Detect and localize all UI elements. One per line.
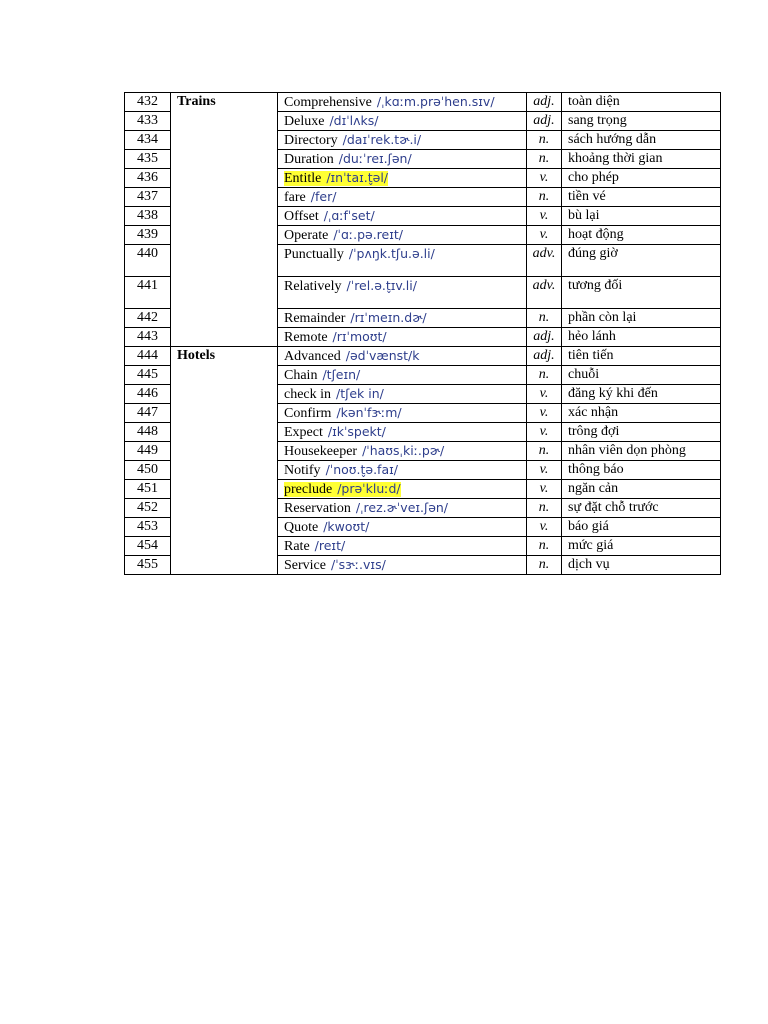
part-of-speech: v. xyxy=(527,480,562,499)
word: check in xyxy=(284,387,332,402)
meaning: phần còn lại xyxy=(562,309,721,328)
entry-number: 442 xyxy=(125,309,171,328)
part-of-speech: n. xyxy=(527,188,562,207)
word-cell xyxy=(278,537,527,556)
entry xyxy=(284,311,427,326)
entry xyxy=(284,558,386,573)
highlighted-entry xyxy=(284,482,401,497)
pronunciation: /prəˈkluːd/ xyxy=(337,481,401,496)
word: Entitle xyxy=(284,171,322,186)
word: Directory xyxy=(284,133,338,148)
topic-label: Hotels xyxy=(171,347,278,575)
word: Operate xyxy=(284,228,329,243)
word-cell xyxy=(278,131,527,150)
pronunciation: /tʃek in/ xyxy=(336,386,384,401)
meaning: tiên tiến xyxy=(562,347,721,366)
word-cell xyxy=(278,366,527,385)
meaning: thông báo xyxy=(562,461,721,480)
meaning: nhân viên dọn phòng xyxy=(562,442,721,461)
word: Notify xyxy=(284,463,321,478)
part-of-speech: n. xyxy=(527,537,562,556)
part-of-speech: adj. xyxy=(527,328,562,347)
part-of-speech: adj. xyxy=(527,347,562,366)
part-of-speech: n. xyxy=(527,131,562,150)
word: Housekeeper xyxy=(284,444,358,459)
part-of-speech: v. xyxy=(527,226,562,245)
meaning: bù lại xyxy=(562,207,721,226)
word: Punctually xyxy=(284,247,344,262)
entry xyxy=(284,520,369,535)
part-of-speech: v. xyxy=(527,404,562,423)
part-of-speech: n. xyxy=(527,556,562,575)
word: Relatively xyxy=(284,279,342,294)
entry-number: 453 xyxy=(125,518,171,537)
meaning: sự đặt chỗ trước xyxy=(562,499,721,518)
pronunciation: /ˌkɑːm.prəˈhen.sɪv/ xyxy=(376,94,495,109)
meaning: xác nhận xyxy=(562,404,721,423)
meaning: hoạt động xyxy=(562,226,721,245)
word-cell xyxy=(278,404,527,423)
entry xyxy=(284,247,435,262)
word-cell xyxy=(278,207,527,226)
meaning: đúng giờ xyxy=(562,245,721,277)
entry xyxy=(284,190,336,205)
entry xyxy=(284,463,398,478)
entry xyxy=(284,368,360,383)
meaning: tương đối xyxy=(562,277,721,309)
entry xyxy=(284,539,345,554)
entry-number: 445 xyxy=(125,366,171,385)
topic-label: Trains xyxy=(171,93,278,347)
word: Chain xyxy=(284,368,318,383)
pronunciation: /ˈɑː.pə.reɪt/ xyxy=(333,227,403,242)
word: Remote xyxy=(284,330,328,345)
table-row xyxy=(125,93,721,112)
entry xyxy=(284,228,403,243)
vocabulary-table xyxy=(124,92,721,575)
word: Offset xyxy=(284,209,319,224)
word: Deluxe xyxy=(284,114,325,129)
word-cell xyxy=(278,112,527,131)
entry-number: 432 xyxy=(125,93,171,112)
entry-number: 455 xyxy=(125,556,171,575)
meaning: hẻo lánh xyxy=(562,328,721,347)
word: Confirm xyxy=(284,406,332,421)
part-of-speech: v. xyxy=(527,385,562,404)
entry-number: 450 xyxy=(125,461,171,480)
word: Duration xyxy=(284,152,334,167)
word-cell xyxy=(278,93,527,112)
word: preclude xyxy=(284,482,333,497)
word-cell xyxy=(278,328,527,347)
pronunciation: /ədˈvænst/k xyxy=(345,348,420,363)
entry-number: 454 xyxy=(125,537,171,556)
entry xyxy=(284,279,417,294)
meaning: cho phép xyxy=(562,169,721,188)
part-of-speech: n. xyxy=(527,499,562,518)
meaning: trông đợi xyxy=(562,423,721,442)
entry-number: 446 xyxy=(125,385,171,404)
entry xyxy=(284,349,420,364)
entry-number: 439 xyxy=(125,226,171,245)
pronunciation: /daɪˈrek.tɚ.i/ xyxy=(342,132,422,147)
pronunciation: /ˈnoʊ.t̬ə.faɪ/ xyxy=(325,462,398,477)
entry xyxy=(284,95,495,110)
entry-number: 441 xyxy=(125,277,171,309)
meaning: sang trọng xyxy=(562,112,721,131)
pronunciation: /ˌrez.ɚˈveɪ.ʃən/ xyxy=(355,500,449,515)
entry xyxy=(284,209,375,224)
meaning: sách hướng dẫn xyxy=(562,131,721,150)
part-of-speech: v. xyxy=(527,461,562,480)
word-cell xyxy=(278,169,527,188)
word: Expect xyxy=(284,425,323,440)
entry xyxy=(284,387,384,402)
word-cell xyxy=(278,226,527,245)
part-of-speech: v. xyxy=(527,169,562,188)
meaning: mức giá xyxy=(562,537,721,556)
entry-number: 447 xyxy=(125,404,171,423)
word-cell xyxy=(278,188,527,207)
word: Advanced xyxy=(284,349,341,364)
highlighted-entry xyxy=(284,171,388,186)
vocabulary-table-body xyxy=(125,93,721,575)
entry xyxy=(284,406,402,421)
meaning: đăng ký khi đến xyxy=(562,385,721,404)
part-of-speech: n. xyxy=(527,442,562,461)
part-of-speech: v. xyxy=(527,207,562,226)
part-of-speech: adj. xyxy=(527,93,562,112)
entry xyxy=(284,152,412,167)
part-of-speech: n. xyxy=(527,309,562,328)
part-of-speech: adv. xyxy=(527,277,562,309)
entry-number: 448 xyxy=(125,423,171,442)
word-cell xyxy=(278,385,527,404)
word-cell xyxy=(278,480,527,499)
word-cell xyxy=(278,150,527,169)
entry-number: 433 xyxy=(125,112,171,131)
entry xyxy=(284,114,379,129)
meaning: chuỗi xyxy=(562,366,721,385)
entry-number: 440 xyxy=(125,245,171,277)
part-of-speech: n. xyxy=(527,150,562,169)
table-row xyxy=(125,347,721,366)
pronunciation: /rɪˈmeɪn.dɚ/ xyxy=(350,310,427,325)
word-cell xyxy=(278,461,527,480)
entry-number: 449 xyxy=(125,442,171,461)
part-of-speech: n. xyxy=(527,366,562,385)
word-cell xyxy=(278,245,527,277)
entry xyxy=(284,425,386,440)
word-cell xyxy=(278,277,527,309)
part-of-speech: adj. xyxy=(527,112,562,131)
entry-number: 434 xyxy=(125,131,171,150)
pronunciation: /ˌɑːfˈset/ xyxy=(323,208,375,223)
entry-number: 436 xyxy=(125,169,171,188)
pronunciation: /kənˈfɝːm/ xyxy=(336,405,402,420)
entry xyxy=(284,501,448,516)
pronunciation: /ɪnˈtaɪ.t̬əl/ xyxy=(326,170,388,185)
word: Quote xyxy=(284,520,319,535)
entry-number: 444 xyxy=(125,347,171,366)
entry xyxy=(284,133,421,148)
entry-number: 443 xyxy=(125,328,171,347)
part-of-speech: v. xyxy=(527,423,562,442)
pronunciation: /reɪt/ xyxy=(314,538,346,553)
entry xyxy=(284,330,387,345)
word: Remainder xyxy=(284,311,346,326)
word: Service xyxy=(284,558,326,573)
word: Reservation xyxy=(284,501,351,516)
word: Comprehensive xyxy=(284,95,372,110)
meaning: tiền vé xyxy=(562,188,721,207)
part-of-speech: adv. xyxy=(527,245,562,277)
pronunciation: /tʃeɪn/ xyxy=(322,367,361,382)
word-cell xyxy=(278,556,527,575)
word: fare xyxy=(284,190,306,205)
word: Rate xyxy=(284,539,310,554)
entry-number: 451 xyxy=(125,480,171,499)
meaning: toàn diện xyxy=(562,93,721,112)
pronunciation: /dɪˈlʌks/ xyxy=(329,113,379,128)
pronunciation: /ˈpʌŋk.tʃu.ə.li/ xyxy=(348,246,435,261)
entry xyxy=(284,444,444,459)
entry-number: 437 xyxy=(125,188,171,207)
pronunciation: /ɪkˈspekt/ xyxy=(327,424,386,439)
pronunciation: /kwoʊt/ xyxy=(323,519,370,534)
word-cell xyxy=(278,423,527,442)
meaning: khoảng thời gian xyxy=(562,150,721,169)
word-cell xyxy=(278,518,527,537)
word-cell xyxy=(278,442,527,461)
pronunciation: /rɪˈmoʊt/ xyxy=(332,329,387,344)
entry-number: 452 xyxy=(125,499,171,518)
meaning: dịch vụ xyxy=(562,556,721,575)
pronunciation: /duːˈreɪ.ʃən/ xyxy=(338,151,412,166)
word-cell xyxy=(278,347,527,366)
meaning: ngăn cản xyxy=(562,480,721,499)
pronunciation: /ˈrel.ə.t̬ɪv.li/ xyxy=(346,278,417,293)
pronunciation: /ˈhaʊsˌkiː.pɚ/ xyxy=(362,443,445,458)
part-of-speech: v. xyxy=(527,518,562,537)
word-cell xyxy=(278,309,527,328)
meaning: báo giá xyxy=(562,518,721,537)
entry-number: 438 xyxy=(125,207,171,226)
pronunciation: /ˈsɝː.vɪs/ xyxy=(330,557,386,572)
entry-number: 435 xyxy=(125,150,171,169)
word-cell xyxy=(278,499,527,518)
pronunciation: /fer/ xyxy=(310,189,337,204)
